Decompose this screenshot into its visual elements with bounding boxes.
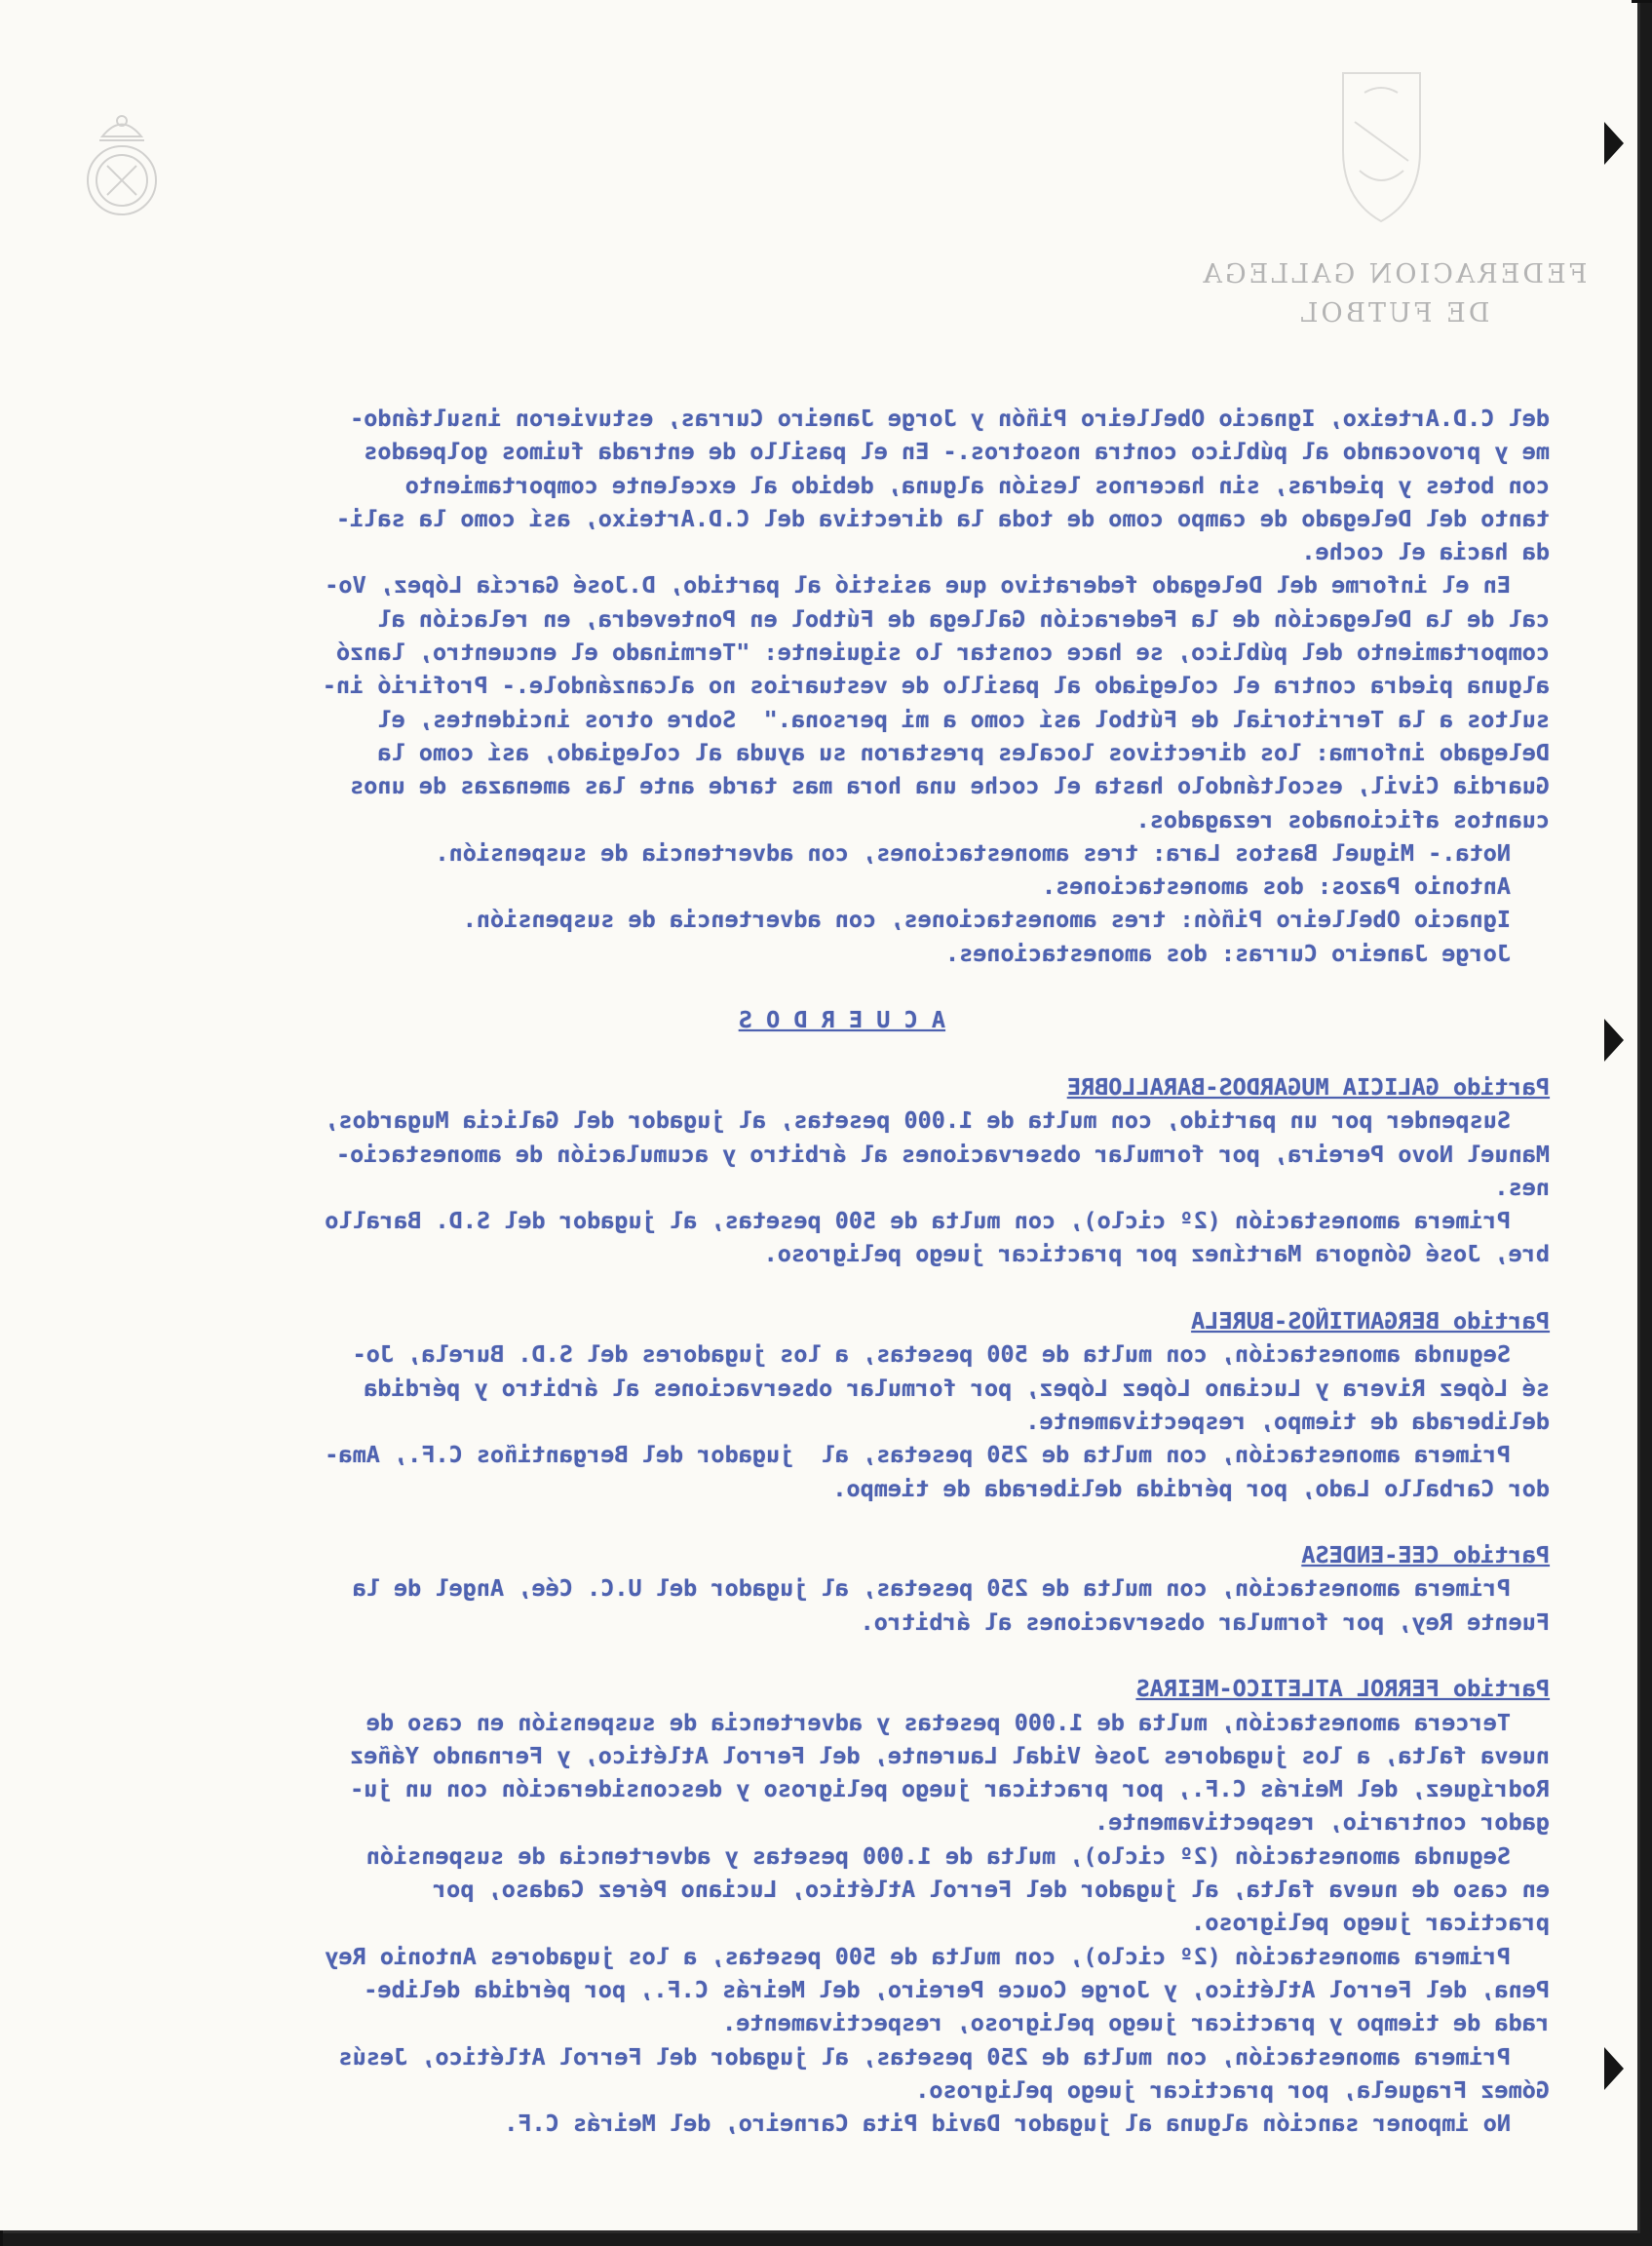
section-heading: A C U E R D O S	[738, 1006, 945, 1034]
text-line: bre, José Góngora Martínez por practicar juego peligroso.	[763, 1240, 1550, 1268]
text-line: Primera amonestación (2º ciclo), con multa de 500 pesetas, a los jugadores Antonio Rey	[325, 1942, 1511, 1970]
crop-mark	[0, 2230, 3, 2246]
federation-shield-icon	[1335, 54, 1428, 229]
text-line: Primera amonestación, con multa de 250 pesetas, al jugador del Bergantiños C.F., Ama-	[325, 1441, 1511, 1469]
text-line: Primera amonestación (2º ciclo), con multa de 500 pesetas, al jugador del S.D. Barallo	[325, 1207, 1511, 1235]
blank-line	[29, 1271, 1550, 1304]
text-line: nueva falta, a los jugadores José Vidal Laurente, del Ferrol Atlético, y Fernando Yáñez	[350, 1741, 1550, 1769]
text-line: alguna piedra contra el colegiado al pasillo de vestuarios no alcanzándole.- Profirió in-	[322, 672, 1550, 700]
binding-notch	[1604, 122, 1624, 165]
section-heading: Partido CEE-ENDESA	[1301, 1541, 1550, 1569]
text-line: Guardia Civil, escoltándolo hasta el coche una hora mas tarde ante las amenazas de unos	[350, 772, 1550, 800]
text-line: En el informe del Delegado federativo que asistió al partido, D.José García López, Vo-	[325, 571, 1511, 600]
text-line: dor Carballo Lado, por pérdida deliberada de tiempo.	[832, 1474, 1550, 1502]
letterhead-line-2: DE FUTBOL	[1297, 298, 1490, 329]
text-line: Jorge Janeiro Curras: dos amonestaciones.	[944, 939, 1511, 967]
document-body	[29, 402, 1550, 2140]
text-line: Segunda amonestación (2º ciclo), multa de 1.000 pesetas y advertencia de suspensión	[365, 1841, 1511, 1870]
text-line: Primera amonestación, con multa de 250 pesetas, al jugador del U.C. Cée, Angel de la	[352, 1574, 1511, 1603]
text-line: Manuel Novo Pereira, por formular observaciones al árbitro y acumulación de amonestacio-	[335, 1140, 1550, 1168]
text-line: Primera amonestación, con multa de 250 pesetas, al jugador del Ferrol Atlético, Jesús	[338, 2042, 1511, 2071]
royal-crest-icon	[78, 107, 166, 224]
text-line: cuantos aficionados rezagados.	[1135, 805, 1550, 833]
binding-notch	[1604, 1019, 1624, 1062]
blank-line	[29, 1037, 1550, 1070]
text-line: del C.D.Arteixo, Ignacio Obelleiro Piñón y Jorge Janeiro Curras, estuvieron insultándo-	[350, 405, 1550, 432]
section-heading: Partido BERGANTIÑOS-BURELA	[1191, 1307, 1550, 1336]
text-line: Antonio Pazos: dos amonestaciones.	[1041, 872, 1511, 901]
text-line: Nota.- Miguel Bastos Lara: tres amonestaciones, con advertencia de suspensión.	[435, 838, 1511, 867]
text-line: Ignacio Obelleiro Piñón: tres amonestaciones, con advertencia de suspensión.	[462, 906, 1511, 934]
text-line: da hacia el coche.	[1301, 538, 1550, 566]
text-line: sé López Rivera y Luciano López López, por formular observaciones al árbitro y pérdida	[364, 1374, 1550, 1402]
crop-mark	[1632, 0, 1652, 3]
binding-notch	[1604, 2047, 1624, 2090]
text-line: en caso de nueva falta, al jugador del Ferrol Atlético, Luciano Pérez Cadaso, por	[432, 1876, 1550, 1904]
text-line: Pena, del Ferrol Atlético, y Jorge Couce Pereiro, del Meirás C.F., por pérdida delibe-	[364, 1975, 1550, 2003]
blank-line	[29, 1639, 1550, 1672]
text-line: comportamiento del público, se hace constar lo siguiente: "Terminado el encuentro, lanzó	[335, 639, 1550, 667]
text-line: Gómez Fraguela, por practicar juego peligroso.	[915, 2075, 1550, 2104]
text-line: Tercera amonestación, multa de 1.000 pesetas y advertencia de suspensión en caso de	[365, 1708, 1511, 1736]
text-line: Rodríguez, del Meirás C.F., por practicar juego peligroso y desconsideración con un ju-	[350, 1775, 1550, 1803]
section-heading: Partido FERROL ATLETICO-MEIRAS	[1135, 1675, 1550, 1703]
text-line: con botes y piedras, sin hacernos lesión alguna, debido al excelente comportamiento	[404, 471, 1550, 499]
text-line: Segunda amonestación, con multa de 500 pesetas, a los jugadores del S.D. Burela, Jo-	[352, 1340, 1511, 1369]
text-line: Fuente Rey, por formular observaciones al árbitro.	[860, 1607, 1550, 1636]
blank-line	[29, 1505, 1550, 1538]
text-line: Suspender por un partido, con multa de 1.000 pesetas, al jugador del Galicia Mugardos,	[325, 1106, 1511, 1135]
text-line: cal de la Delegación de la Federación Gallega de Fútbol en Pontevedra, en relación al	[377, 604, 1550, 633]
text-line: practicar juego peligroso.	[1191, 1909, 1550, 1937]
text-line: tanto del Delegado de campo como de toda la directiva del C.D.Arteixo, así como la sali-	[335, 504, 1550, 532]
letterhead-org-name	[1184, 255, 1603, 333]
text-line: gador contrario, respectivamente.	[1095, 1808, 1550, 1837]
letterhead-line-1: FEDERACION GALLEGA	[1200, 259, 1588, 290]
text-line: Delegado informa: los directivos locales prestaron su ayuda al colegiado, así como la	[377, 738, 1550, 766]
text-line: No imponer sanción alguna al jugador David Pita Carneiro, del Meirás C.F.	[504, 2110, 1511, 2138]
section-heading: Partido GALICIA MUGARDOS-BARALLOBRE	[1066, 1072, 1550, 1101]
blank-line	[29, 970, 1550, 1003]
text-line: rada de tiempo y practicar juego peligroso, respectivamente.	[722, 2009, 1550, 2037]
text-line: deliberada de tiempo, respectivamente.	[1025, 1407, 1550, 1435]
text-line: me y provocando al público contra nosotros.- En el pasillo de entrada fuimos golpeados	[364, 438, 1550, 466]
text-line: sultos a la Territorial de Fútbol así como a mi persona." Sobre otros incidentes, el	[377, 705, 1550, 733]
text-line: nes.	[1494, 1173, 1550, 1201]
